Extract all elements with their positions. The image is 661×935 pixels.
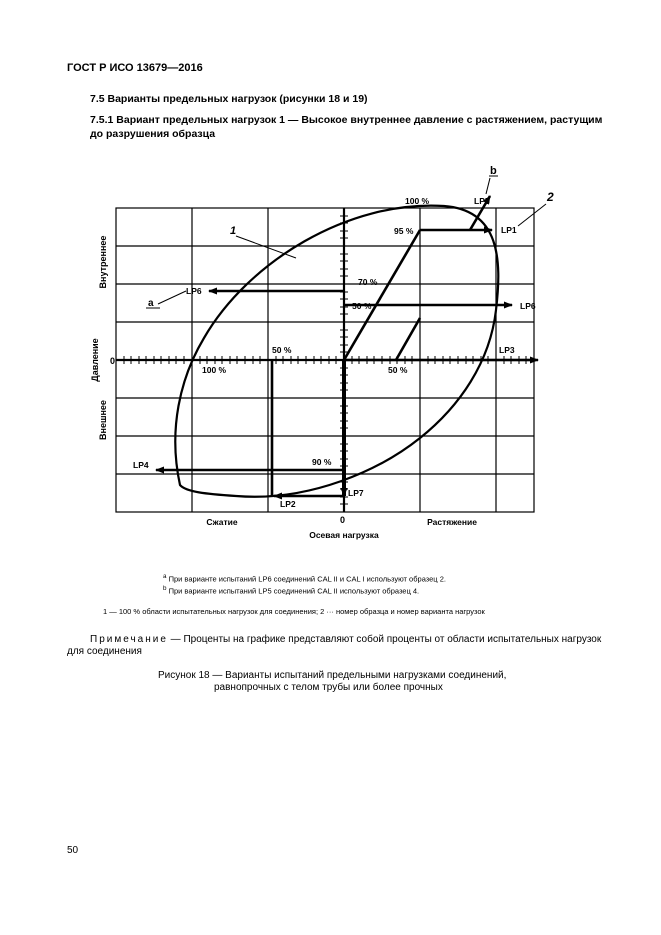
x-label-compression: Сжатие <box>206 517 238 527</box>
leader-b <box>486 178 490 194</box>
figure-legend: 1 — 100 % области испытательных нагрузок для соединения; 2 ··· номер образца и номер варианта нагрузок <box>103 607 485 616</box>
label-lp2: LP2 <box>280 499 296 509</box>
label-100-top: 100 % <box>405 196 430 206</box>
note-lead: Примечание <box>90 634 168 645</box>
section-title: 7.5 Варианты предельных нагрузок (рисунки 18 и 19) <box>90 93 368 105</box>
figure-caption-line1: Рисунок 18 — Варианты испытаний предельными нагрузками соединений, <box>158 670 507 681</box>
y-axis-title: Давление <box>90 338 100 382</box>
page-number: 50 <box>67 845 79 856</box>
leader-2 <box>518 204 546 226</box>
x-zero-label: 0 <box>340 515 346 525</box>
label-lp7: LP7 <box>348 488 364 498</box>
label-95: 95 % <box>394 226 414 236</box>
y-label-internal: Внутреннее <box>98 235 108 289</box>
footnote-b-text: При варианте испытаний LP5 соединений CAL II используют образец 4. <box>168 586 420 596</box>
label-90: 90 % <box>312 457 332 467</box>
footnote-a-text: При варианте испытаний LP6 соединений CAL II и CAL I используют образец 2. <box>168 574 446 584</box>
label-lp6-right: LP6 <box>520 301 536 311</box>
label-lp6-left: LP6 <box>186 286 202 296</box>
label-50-right: 50 % <box>388 365 408 375</box>
test-load-envelope <box>175 206 498 497</box>
callout-b: b <box>490 165 497 177</box>
path-50-right <box>396 318 420 360</box>
label-50-left: 50 % <box>272 345 292 355</box>
document-header: ГОСТ Р ИСО 13679—2016 <box>67 62 203 74</box>
callout-2: 2 <box>547 190 554 204</box>
label-lp1: LP1 <box>501 225 517 235</box>
label-50-mid: 50 % <box>352 301 372 311</box>
note-line2: для соединения <box>67 646 142 657</box>
footnote-b-mark: b <box>163 585 167 592</box>
label-lp4: LP4 <box>133 460 149 470</box>
footnote-b <box>163 585 419 596</box>
footnote-a-mark: a <box>163 573 167 580</box>
label-lp3: LP3 <box>499 345 515 355</box>
x-axis-title: Осевая нагрузка <box>309 530 379 540</box>
leader-1 <box>236 236 296 258</box>
y-label-external: Внешнее <box>98 400 108 440</box>
note-line1 <box>90 633 610 647</box>
y-zero-label: 0 <box>110 356 116 366</box>
label-70: 70 % <box>358 277 378 287</box>
label-lp5: LP5 <box>474 196 490 206</box>
note-text: — Проценты на графике представляют собой проценты от области испытательных нагрузок <box>167 634 602 645</box>
subsection-title: 7.5.1 Вариант предельных нагрузок 1 — Высокое внутреннее давление с растяжением, растущим до разрушения образца <box>90 114 603 140</box>
leader-a <box>158 291 186 304</box>
footnote-a <box>163 573 446 584</box>
callout-a: a <box>148 298 154 309</box>
figure-caption-line2: равнопрочных с телом трубы или более прочных <box>214 682 443 693</box>
callout-1: 1 <box>230 225 237 237</box>
x-label-tension: Растяжение <box>427 517 477 527</box>
label-100-left: 100 % <box>202 365 227 375</box>
